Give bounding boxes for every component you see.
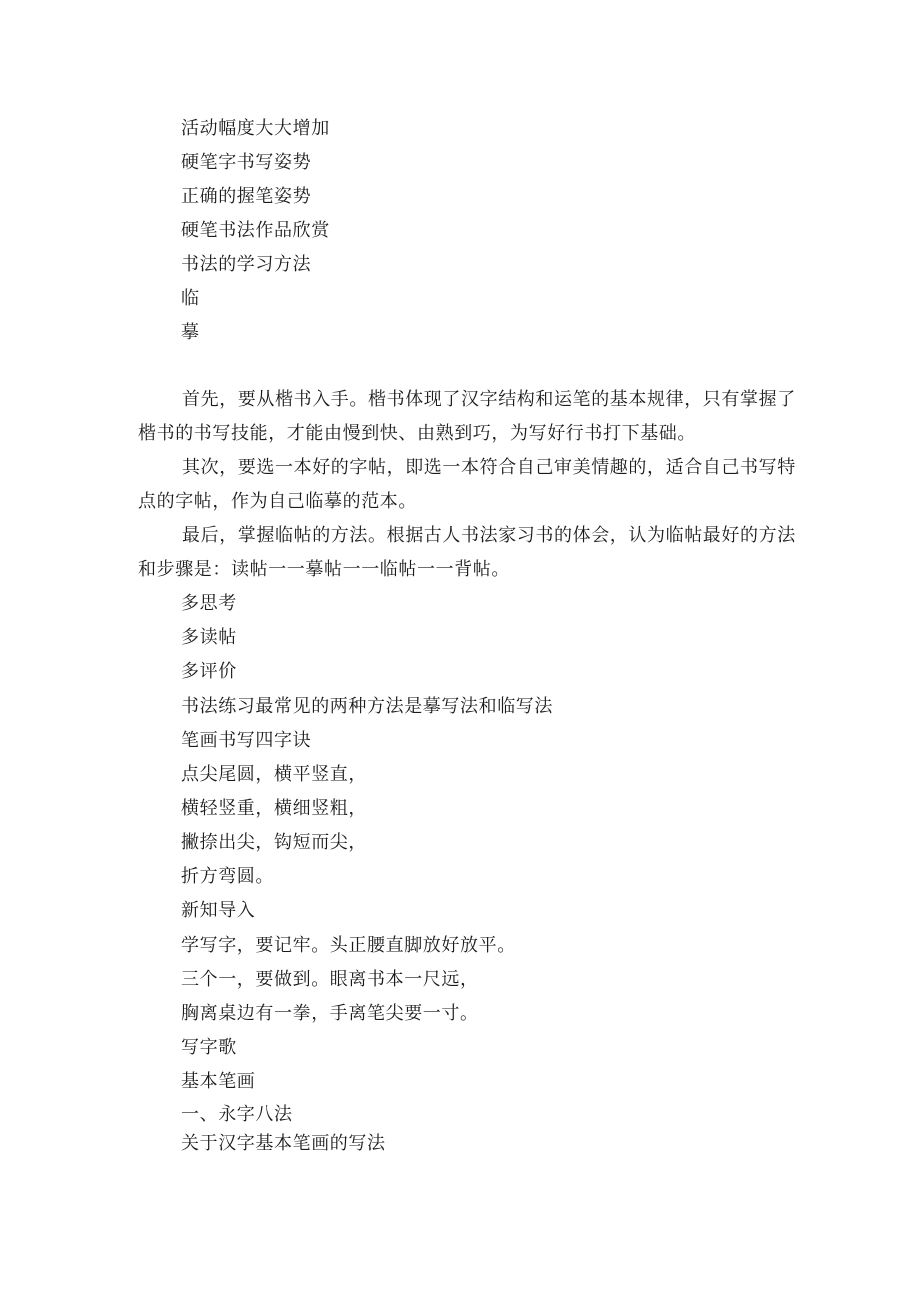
paragraph: 最后，掌握临帖的方法。根据古人书法家习书的体会，认为临帖最好的方法和步骤是：读帖一一摹帖一一临帖一一背帖。 bbox=[138, 525, 796, 580]
text-line: 胸离桌边有一拳，手离笔尖要一寸。 bbox=[181, 1003, 479, 1024]
text-line: 多读帖 bbox=[181, 627, 237, 648]
text-line: 三个一，要做到。眼离书本一尺远， bbox=[181, 969, 479, 990]
paragraph: 首先，要从楷书入手。楷书体现了汉字结构和运笔的基本规律，只有掌握了楷书的书写技能，才能由慢到快、由熟到巧，为写好行书打下基础。 bbox=[138, 389, 796, 444]
text-line: 笔画书写四字诀 bbox=[181, 730, 312, 751]
text-line: 多评价 bbox=[181, 661, 237, 682]
text-line: 学写字，要记牢。头正腰直脚放好放平。 bbox=[181, 935, 516, 956]
text-line: 多思考 bbox=[181, 593, 237, 614]
text-line: 点尖尾圆，横平竖直， bbox=[181, 764, 367, 785]
text-line: 活动幅度大大增加 bbox=[181, 118, 330, 139]
text-line: 一、永字八法 bbox=[181, 1104, 293, 1125]
text-line: 撇捺出尖，钩短而尖， bbox=[181, 832, 367, 853]
text-line: 新知导入 bbox=[181, 900, 256, 921]
paragraph: 其次，要选一本好的字帖，即选一本符合自己审美情趣的，适合自己书写特点的字帖，作为自己临摹的范本。 bbox=[138, 457, 796, 512]
text-line: 正确的握笔姿势 bbox=[181, 186, 312, 207]
text-line: 摹 bbox=[181, 322, 200, 343]
text-line: 基本笔画 bbox=[181, 1071, 256, 1092]
text-line: 折方弯圆。 bbox=[181, 866, 274, 887]
text-line: 临 bbox=[181, 288, 200, 309]
text-line: 硬笔字书写姿势 bbox=[181, 152, 312, 173]
text-line: 横轻竖重，横细竖粗， bbox=[181, 798, 367, 819]
text-line: 写字歌 bbox=[181, 1037, 237, 1058]
text-line: 书法练习最常见的两种方法是摹写法和临写法 bbox=[181, 696, 553, 717]
text-line: 关于汉字基本笔画的写法 bbox=[181, 1133, 386, 1154]
text-line: 硬笔书法作品欣赏 bbox=[181, 220, 330, 241]
text-line: 书法的学习方法 bbox=[181, 254, 312, 275]
